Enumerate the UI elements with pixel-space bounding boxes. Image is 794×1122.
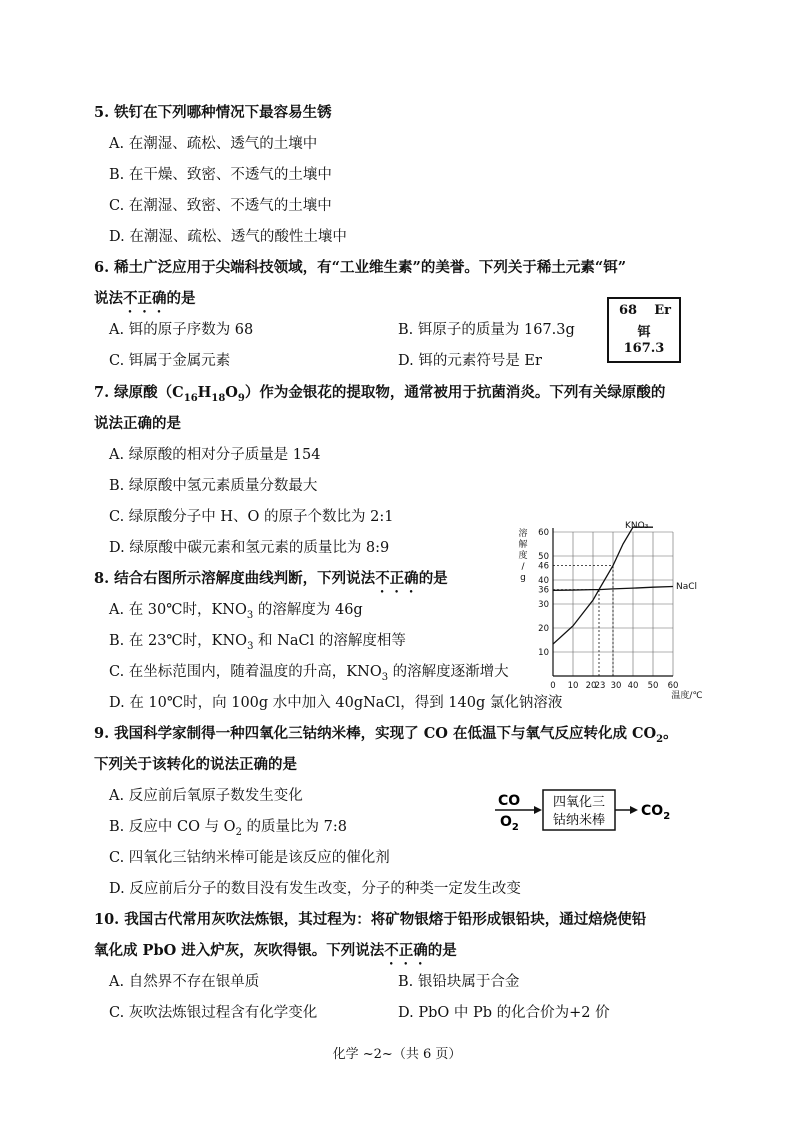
q10-stem-post: 的是 (427, 942, 457, 959)
q8-a-sub: 3 (246, 609, 254, 621)
q6-stem-post: 的是 (166, 290, 196, 307)
reactant-o2-sub: 2 (511, 822, 519, 833)
q7-stem-line1 (94, 383, 665, 403)
x-tick-label: 23 (594, 681, 606, 691)
q8-stem-pre: 8. 结合右图所示溶解度曲线判断，下列说法 (94, 570, 376, 587)
y-tick-label: 30 (538, 600, 549, 610)
reactant-o2-symbol: O (500, 814, 512, 830)
reactant-co: CO (498, 793, 521, 809)
q6-stem-pre: 说法 (94, 290, 123, 307)
product-co2-symbol: CO (641, 803, 664, 819)
q9-stem-line1 (94, 724, 678, 744)
q6-option-d: D. 铒的元素符号是 Er (398, 353, 542, 369)
q7-option-b: B. 绿原酸中氢元素质量分数最大 (109, 478, 318, 494)
kno3-curve (553, 527, 653, 644)
reactant-o2 (500, 814, 519, 833)
q9-stem-sub: 2 (656, 733, 664, 745)
x-tick-label: 30 (610, 681, 622, 691)
q9-stem-pre: 9. 我国科学家制得一种四氧化三钴纳米棒，实现了 CO 在低温下与氧气反应转化成 CO (94, 725, 657, 742)
y-tick-label: 10 (538, 648, 549, 658)
solubility-chart (515, 512, 703, 701)
q7-sub-o: 9 (237, 392, 245, 404)
q7-option-d: D. 绿原酸中碳元素和氢元素的质量比为 8:9 (109, 540, 390, 556)
q6-option-b: B. 铒原子的质量为 167.3g (398, 322, 575, 338)
q8-b-post: 和 NaCl 的溶解度相等 (253, 633, 406, 649)
y-tick-label: 50 (538, 552, 549, 562)
q9-option-d: D. 反应前后分子的数目没有发生改变，分子的种类一定发生改变 (109, 881, 521, 897)
element-symbol: Er (654, 303, 671, 318)
catalyst-line1: 四氧化三 (552, 795, 606, 810)
q6-option-c: C. 铒属于金属元素 (109, 353, 231, 369)
element-atomic-mass: 167.3 (623, 341, 665, 356)
q10-option-d: D. PbO 中 Pb 的化合价为+2 价 (398, 1005, 610, 1021)
q5-option-c: C. 在潮湿、致密、不透气的土壤中 (109, 198, 332, 214)
y-axis-label-char: 度 (518, 551, 528, 561)
q7-h: H (197, 384, 212, 401)
y-tick-label: 40 (538, 576, 549, 586)
q6-not-correct-emphasis: 不正确 (123, 290, 167, 307)
x-tick-label: 40 (627, 681, 639, 691)
q8-c-post: 的溶解度逐渐增大 (388, 664, 509, 680)
q8-c-sub: 3 (381, 671, 389, 683)
q9-option-a: A. 反应前后氧原子数发生变化 (109, 788, 303, 804)
output-arrow-head (630, 806, 638, 814)
q6-stem-line2 (94, 289, 196, 316)
q7-stem-post: ）作为金银花的提取物，通常被用于抗菌消炎。下列有关绿原酸的 (244, 384, 666, 401)
q7-sub-h: 18 (211, 392, 226, 404)
q9-option-c: C. 四氧化三钴纳米棒可能是该反应的催化剂 (109, 850, 390, 866)
q7-stem-line2: 说法正确的是 (94, 415, 181, 432)
q5-stem: 5. 铁钉在下列哪种情况下最容易生锈 (94, 104, 332, 121)
y-axis-label-char: 溶 (518, 529, 528, 539)
q10-not-correct-emphasis: 不正确 (384, 942, 428, 959)
q8-option-d: D. 在 10℃时，向 100g 水中加入 40gNaCl，得到 140g 氯化钠溶液 (109, 695, 563, 711)
q5-option-b: B. 在干燥、致密、不透气的土壤中 (109, 167, 332, 183)
product-co2 (641, 803, 670, 822)
x-tick-label: 60 (667, 681, 679, 691)
q8-stem (94, 569, 448, 596)
q6-option-a: A. 铒的原子序数为 68 (109, 322, 254, 338)
q7-option-a: A. 绿原酸的相对分子质量是 154 (109, 447, 321, 463)
element-card-erbium (607, 297, 681, 363)
q9-b-sub: 2 (235, 826, 242, 838)
q8-a-pre: A. 在 30℃时，KNO (109, 602, 247, 618)
page-footer: 化学 ~2~（共 6 页） (332, 1047, 462, 1062)
catalyst-line2: 钴纳米棒 (552, 813, 606, 828)
q8-option-b (109, 631, 406, 651)
q10-stem-line1: 10. 我国古代常用灰吹法炼银，其过程为：将矿物银熔于铅形成银铅块，通过焙烧使铅 (94, 911, 647, 928)
q8-b-sub: 3 (247, 640, 254, 652)
y-axis-label-char: / (521, 562, 525, 572)
q5-option-d: D. 在潮湿、疏松、透气的酸性土壤中 (109, 229, 347, 245)
x-tick-label: 50 (647, 681, 659, 691)
q9-b-pre: B. 反应中 CO 与 O (109, 819, 236, 835)
y-axis-label-char: 解 (518, 540, 528, 550)
q10-option-a: A. 自然界不存在银单质 (109, 974, 260, 990)
q7-stem-pre: 7. 绿原酸（C (94, 384, 184, 401)
q7-sub-c: 16 (183, 392, 198, 404)
x-tick-label: 20 (585, 681, 597, 691)
q8-option-c (109, 662, 509, 682)
q8-stem-post: 的是 (418, 570, 448, 587)
kno3-series-label: KNO₃ (625, 521, 649, 531)
q10-option-c: C. 灰吹法炼银过程含有化学变化 (109, 1005, 318, 1021)
q9-stem-line2: 下列关于该转化的说法正确的是 (94, 756, 297, 773)
y-tick-label: 20 (538, 624, 549, 634)
q7-option-c: C. 绿原酸分子中 H、O 的原子个数比为 2:1 (109, 509, 394, 525)
q9-stem-post: 。 (663, 725, 678, 742)
y-axis-label-char: g (520, 573, 526, 583)
q8-b-pre: B. 在 23℃时，KNO (109, 633, 248, 649)
q10-stem-line2 (94, 941, 457, 968)
y-tick-label: 60 (538, 528, 549, 538)
q7-o: O (225, 384, 238, 401)
x-axis-label: 温度/℃ (671, 691, 703, 701)
q8-not-correct-emphasis: 不正确 (375, 570, 419, 587)
x-tick-label: 10 (567, 681, 579, 691)
x-tick-label: 0 (550, 681, 556, 691)
q6-stem-line1: 6. 稀土广泛应用于尖端科技领域，有“工业维生素”的美誉。下列关于稀土元素“铒” (94, 259, 627, 276)
input-arrow-head (534, 806, 542, 814)
q5-option-a: A. 在潮湿、疏松、透气的土壤中 (109, 136, 318, 152)
element-name: 铒 (637, 325, 651, 340)
q10-option-b: B. 银铅块属于合金 (398, 974, 520, 990)
y-tick-label: 36 (538, 585, 549, 596)
element-atomic-number: 68 (619, 303, 638, 318)
q8-c-pre: C. 在坐标范围内，随着温度的升高，KNO (109, 664, 382, 680)
q9-b-post: 的质量比为 7:8 (241, 819, 348, 835)
q10-stem-pre: 氧化成 PbO 进入炉灰，灰吹得银。下列说法 (94, 942, 385, 959)
y-tick-label: 46 (538, 561, 549, 572)
q8-a-post: 的溶解度为 46g (253, 602, 363, 618)
nacl-series-label: NaCl (676, 582, 698, 592)
product-co2-sub: 2 (663, 811, 671, 822)
q9-option-b (109, 817, 347, 837)
reaction-diagram (490, 788, 690, 836)
q8-option-a (109, 600, 363, 620)
